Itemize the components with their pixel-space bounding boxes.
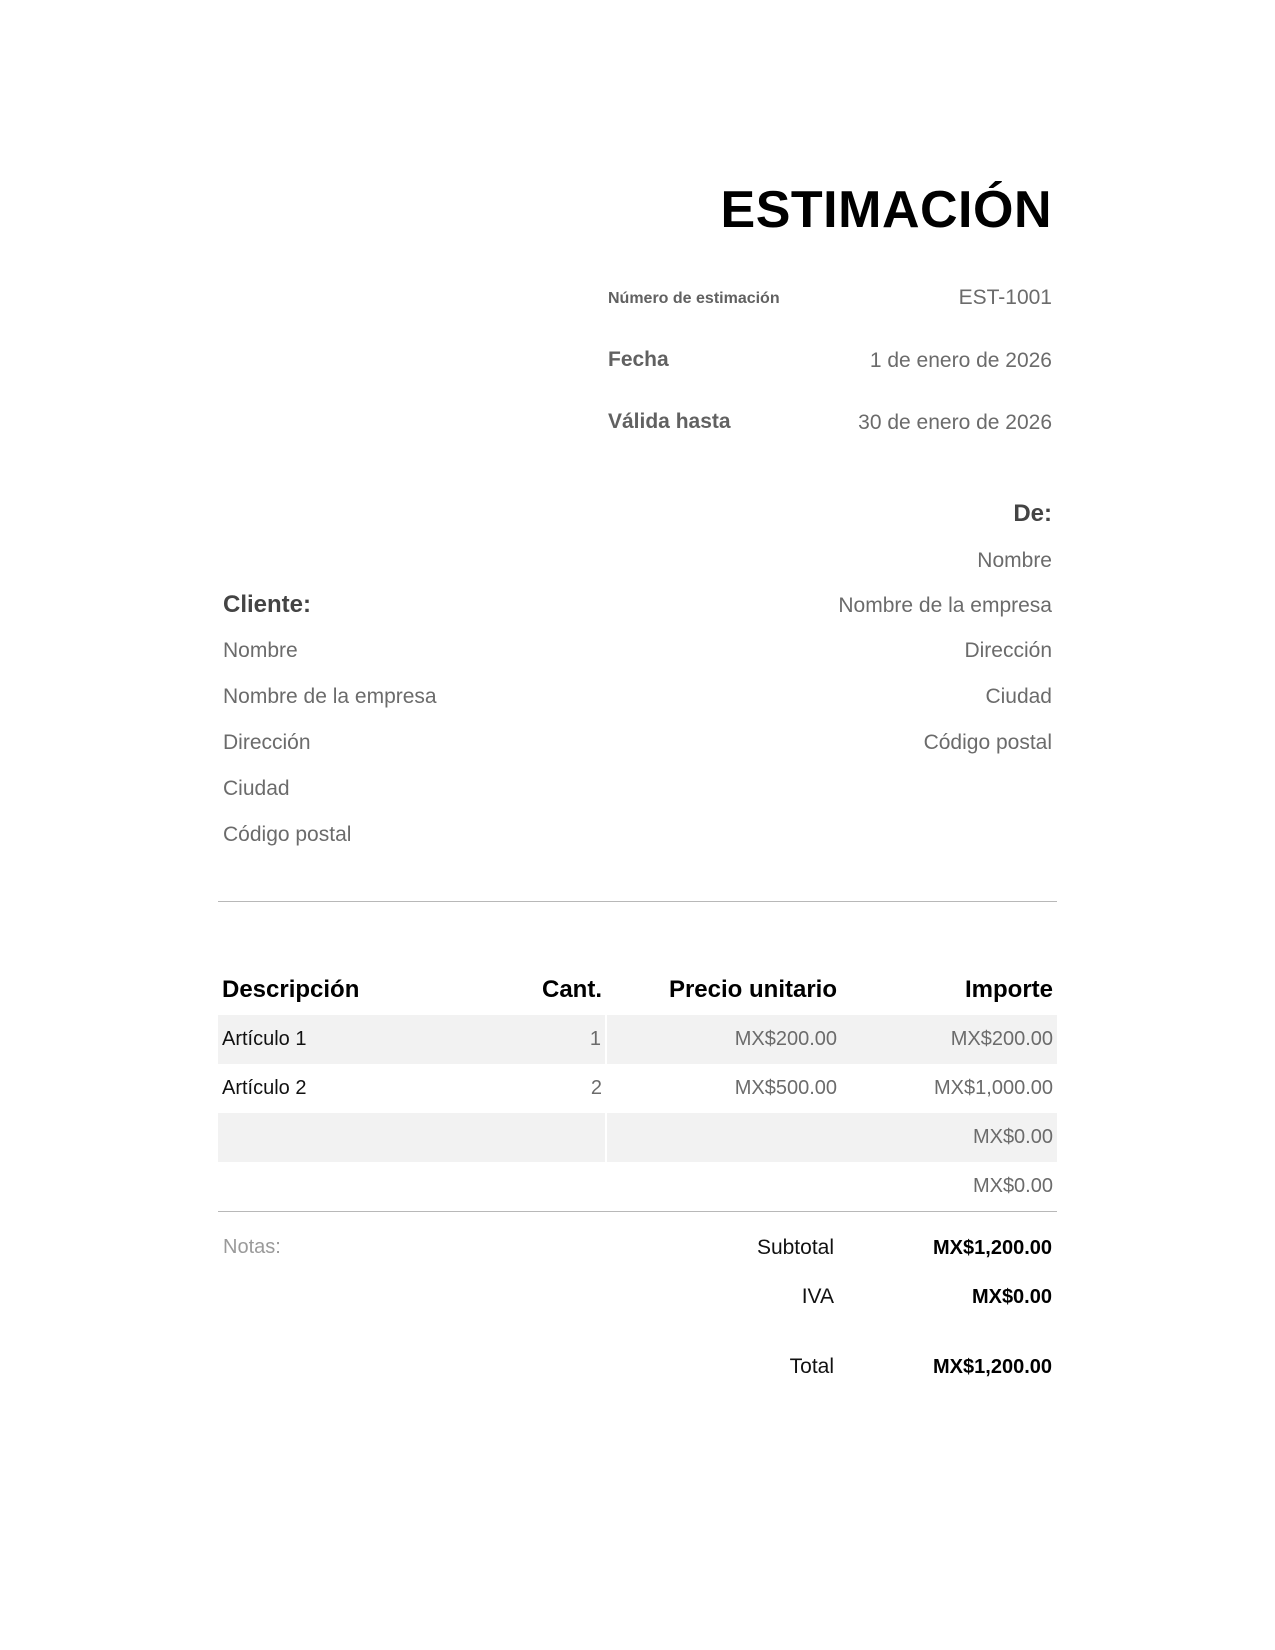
document-title: ESTIMACIÓN	[720, 181, 1052, 239]
item-amount: MX$0.00	[841, 1113, 1057, 1162]
client-heading: Cliente:	[223, 591, 312, 618]
item-unit-price: MX$200.00	[606, 1015, 841, 1064]
item-unit-price: MX$500.00	[734, 1077, 837, 1099]
item-quantity: 2	[590, 1077, 602, 1099]
date-value: 1 de enero de 2026	[869, 349, 1052, 372]
table-row	[218, 1015, 1057, 1064]
from-city: Ciudad	[985, 685, 1052, 708]
section-divider	[218, 901, 1057, 902]
item-unit-price	[606, 1113, 841, 1162]
item-quantity	[512, 1113, 606, 1162]
from-postal-code: Código postal	[923, 731, 1052, 754]
item-description	[218, 1113, 512, 1162]
column-header-unit-price: Precio unitario	[668, 976, 837, 1003]
table-header-row	[218, 965, 1057, 1015]
table-row	[218, 1113, 1057, 1162]
line-items-table	[218, 965, 1057, 1211]
client-postal-code: Código postal	[223, 823, 352, 846]
column-header-amount: Importe	[964, 976, 1053, 1003]
tax-label: IVA	[801, 1285, 834, 1308]
totals-divider	[218, 1211, 1057, 1212]
valid-until-label: Válida hasta	[608, 410, 731, 433]
subtotal-value: MX$1,200.00	[933, 1237, 1052, 1259]
column-header-quantity: Cant.	[542, 976, 602, 1003]
total-label: Total	[789, 1355, 834, 1378]
subtotal-label: Subtotal	[756, 1236, 834, 1259]
column-header-description: Descripción	[222, 976, 360, 1003]
estimate-number-label: Número de estimación	[608, 290, 780, 307]
estimate-number-value: EST-1001	[958, 286, 1052, 309]
date-label: Fecha	[608, 348, 669, 371]
item-unit-price	[606, 1162, 841, 1211]
item-amount: MX$0.00	[972, 1175, 1053, 1197]
item-amount: MX$1,000.00	[934, 1077, 1053, 1099]
from-company: Nombre de la empresa	[838, 594, 1052, 617]
valid-until-value: 30 de enero de 2026	[858, 411, 1052, 434]
from-address: Dirección	[964, 639, 1052, 662]
from-name: Nombre	[977, 549, 1052, 572]
item-description	[218, 1162, 512, 1211]
item-amount: MX$200.00	[841, 1015, 1057, 1064]
tax-value: MX$0.00	[971, 1286, 1052, 1308]
item-quantity	[512, 1162, 606, 1211]
item-description: Artículo 2	[222, 1077, 307, 1099]
table-row	[218, 1162, 1057, 1211]
client-address: Dirección	[223, 731, 311, 754]
total-value: MX$1,200.00	[933, 1356, 1052, 1378]
from-heading: De:	[1013, 500, 1052, 527]
notes-label: Notas:	[223, 1236, 281, 1258]
item-quantity: 1	[512, 1015, 606, 1064]
table-row	[218, 1064, 1057, 1113]
client-city: Ciudad	[223, 777, 290, 800]
client-company: Nombre de la empresa	[223, 685, 437, 708]
item-description: Artículo 1	[218, 1015, 512, 1064]
client-name: Nombre	[223, 639, 298, 662]
